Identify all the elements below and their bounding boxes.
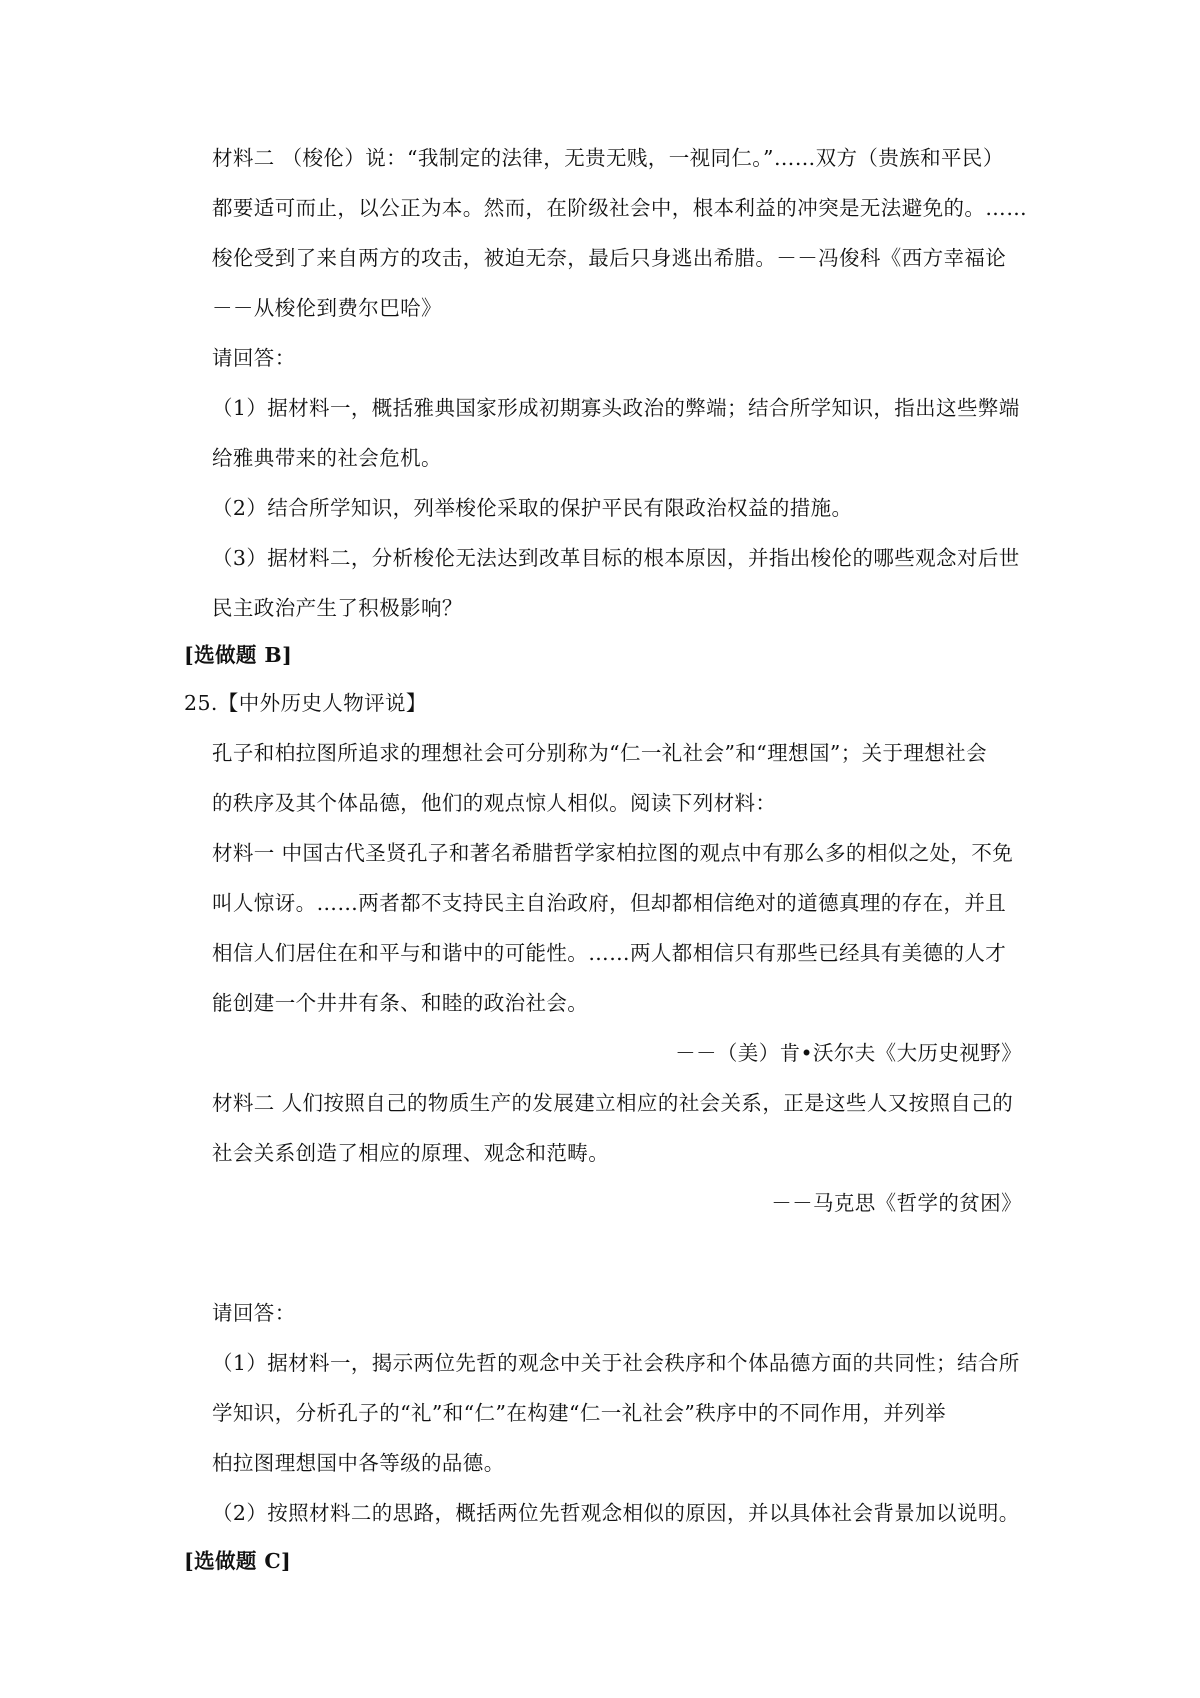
text-line: 请回答： bbox=[212, 346, 296, 370]
question-title: 25.【中外历史人物评说】 bbox=[184, 691, 427, 715]
text-line: －－从梭伦到费尔巴哈》 bbox=[212, 296, 442, 320]
text-line: 学知识，分析孔子的“礼”和“仁”在构建“仁一礼社会”秩序中的不同作用，并列举 bbox=[212, 1401, 947, 1425]
text-line: 的秩序及其个体品德，他们的观点惊人相似。阅读下列材料： bbox=[212, 791, 777, 815]
text-line: 都要适可而止，以公正为本。然而，在阶级社会中，根本利益的冲突是无法避免的。…… bbox=[212, 196, 1028, 220]
text-line: 梭伦受到了来自两方的攻击，被迫无奈，最后只身逃出希腊。－－冯俊科《西方幸福论 bbox=[212, 246, 1007, 270]
text-line: 材料二 人们按照自己的物质生产的发展建立相应的社会关系，正是这些人又按照自己的 bbox=[212, 1091, 1014, 1115]
text-line: 材料二 （梭伦）说：“我制定的法律，无贵无贱，一视同仁。”……双方（贵族和平民） bbox=[212, 146, 1004, 170]
text-line: 能创建一个井井有条、和睦的政治社会。 bbox=[212, 991, 589, 1015]
question-line: （1）据材料一，揭示两位先哲的观念中关于社会秩序和个体品德方面的共同性；结合所 bbox=[212, 1351, 1020, 1375]
text-line: 社会关系创造了相应的原理、观念和范畴。 bbox=[212, 1141, 610, 1165]
text-line: 相信人们居住在和平与和谐中的可能性。……两人都相信只有那些已经具有美德的人才 bbox=[212, 941, 1007, 965]
text-line: 孔子和柏拉图所追求的理想社会可分别称为“仁一礼社会”和“理想国”；关于理想社会 bbox=[212, 741, 988, 765]
question-line: （3）据材料二，分析梭伦无法达到改革目标的根本原因，并指出梭伦的哪些观念对后世 bbox=[212, 546, 1020, 570]
text-line: 材料一 中国古代圣贤孔子和著名希腊哲学家柏拉图的观点中有那么多的相似之处，不免 bbox=[212, 841, 1014, 865]
text-line: 柏拉图理想国中各等级的品德。 bbox=[212, 1451, 505, 1475]
text-line: 请回答： bbox=[212, 1301, 296, 1325]
question-line: （2）结合所学知识，列举梭伦采取的保护平民有限政治权益的措施。 bbox=[212, 496, 853, 520]
section-heading: [选做题 C] bbox=[184, 1549, 292, 1573]
section-heading: [选做题 B] bbox=[184, 643, 293, 667]
text-line: 叫人惊讶。……两者都不支持民主自治政府，但却都相信绝对的道德真理的存在，并且 bbox=[212, 891, 1007, 915]
text-line: 给雅典带来的社会危机。 bbox=[212, 446, 442, 470]
question-line: （2）按照材料二的思路，概括两位先哲观念相似的原因，并以具体社会背景加以说明。 bbox=[212, 1501, 1020, 1525]
text-line: 民主政治产生了积极影响？ bbox=[212, 596, 463, 620]
citation: －－（美）肯•沃尔夫《大历史视野》 bbox=[675, 1041, 1022, 1065]
question-line: （1）据材料一，概括雅典国家形成初期寡头政治的弊端；结合所学知识，指出这些弊端 bbox=[212, 396, 1020, 420]
citation: －－马克思《哲学的贫困》 bbox=[771, 1191, 1022, 1215]
